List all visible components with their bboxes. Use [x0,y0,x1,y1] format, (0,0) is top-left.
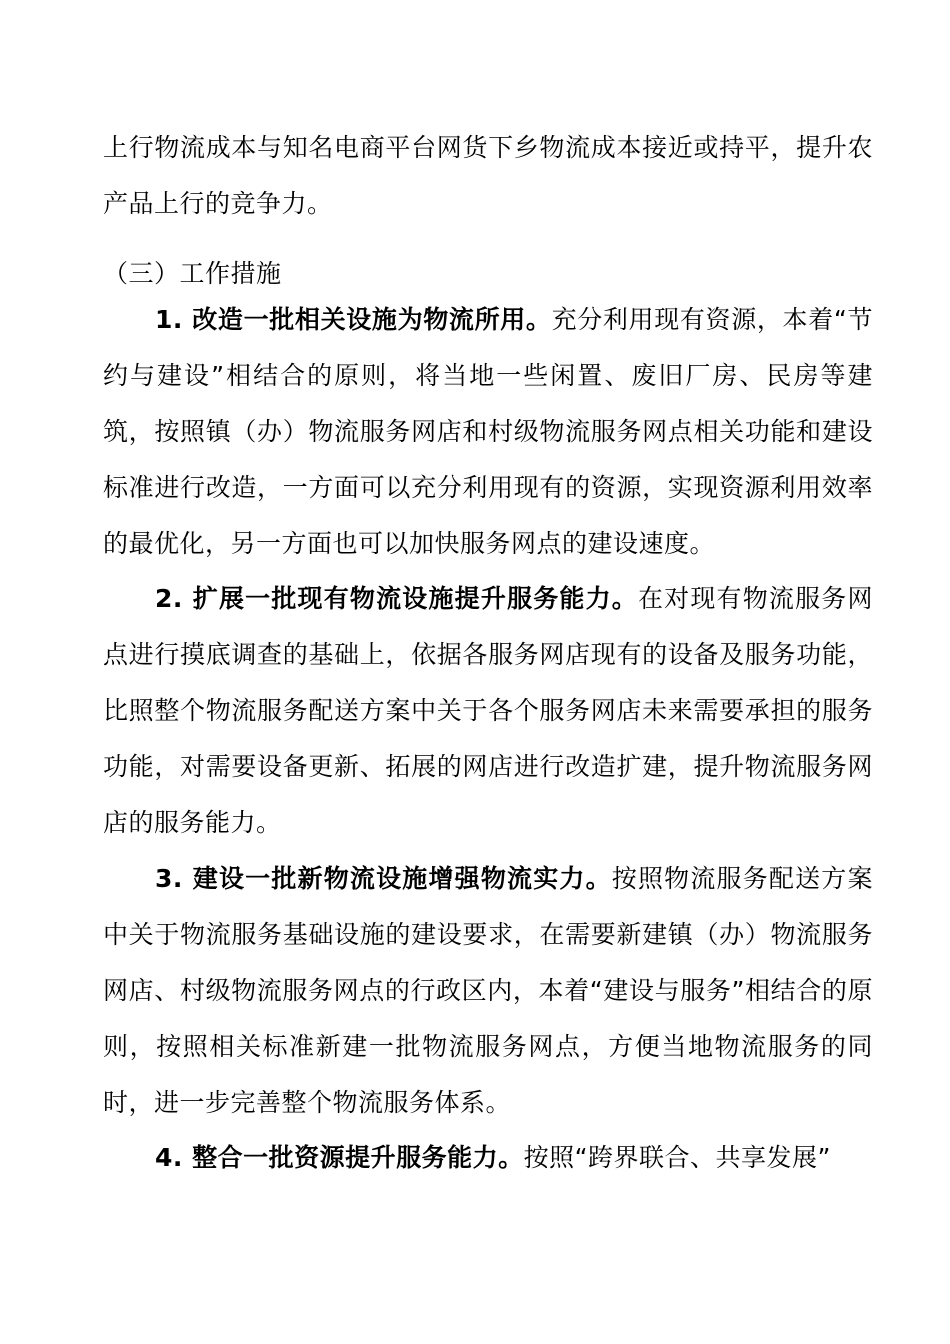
measure-paragraph-1 [103,292,873,572]
measure-1-lead: 1. 改造一批相关设施为物流所用。 [155,305,552,334]
measure-1-block [103,292,873,572]
measure-4-body: 按照“跨界联合、共享发展” [523,1143,832,1172]
measure-4-lead: 4. 整合一批资源提升服务能力。 [155,1143,524,1172]
measure-2-lead: 2. 扩展一批现有物流设施提升服务能力。 [155,584,638,613]
measure-2-block [103,571,873,851]
measure-4-block [103,1130,873,1186]
measure-3-lead: 3. 建设一批新物流设施增强物流实力。 [155,864,612,893]
intro-paragraph: 上行物流成本与知名电商平台网货下乡物流成本接近或持平，提升农产品上行的竞争力。 [103,133,873,218]
measure-1-body: 充分利用现有资源，本着“节约与建设”相结合的原则，将当地一些闲置、废旧厂房、民房等建筑，按照镇（办）物流服务网店和村级物流服务网点相关功能和建设标准进行改造，一方面可以充分利用现有的资源，实现资源利用效率的最优化，另一方面也可以加快服务网点的建设速度。 [103,305,873,558]
measure-paragraph-4 [103,1130,873,1186]
measure-paragraph-3 [103,851,873,1131]
measure-3-block [103,851,873,1131]
intro-paragraph-block [103,120,873,232]
measure-paragraph-2 [103,571,873,851]
section-heading: （三）工作措施 [103,259,282,288]
measure-3-body: 按照物流服务配送方案中关于物流服务基础设施的建设要求，在需要新建镇（办）物流服务网店、村级物流服务网点的行政区内，本着“建设与服务”相结合的原则，按照相关标准新建一批物流服务网点，方便当地物流服务的同时，进一步完善整个物流服务体系。 [103,864,873,1117]
measure-2-body: 在对现有物流服务网点进行摸底调查的基础上，依据各服务网店现有的设备及服务功能，比照整个物流服务配送方案中关于各个服务网店未来需要承担的服务功能，对需要设备更新、拓展的网店进行改造扩建，提升物流服务网店的服务能力。 [103,584,873,837]
